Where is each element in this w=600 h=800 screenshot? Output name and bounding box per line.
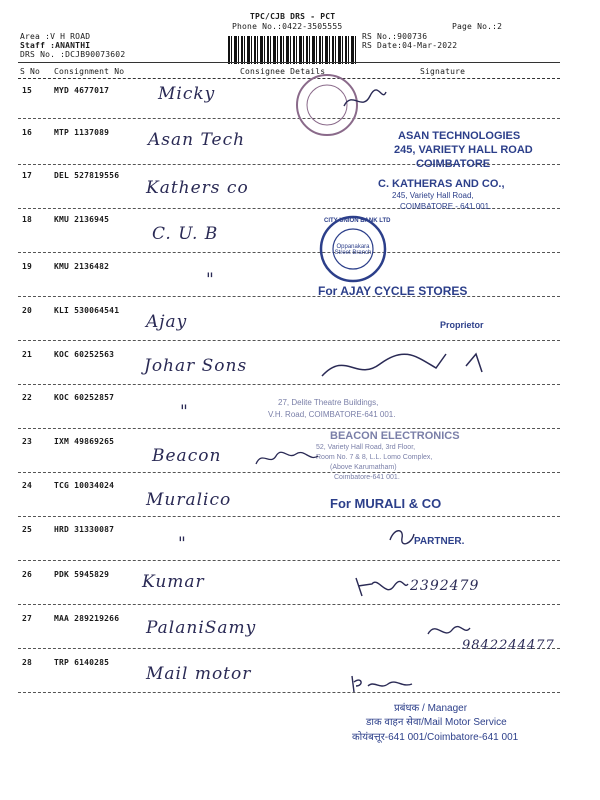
row-sno: 16 <box>22 128 33 137</box>
col-details: Consignee Details <box>240 67 326 76</box>
beacon-stamp-line1: BEACON ELECTRONICS <box>330 430 460 442</box>
row-handwriting: Asan Tech <box>148 130 246 150</box>
ajay-stamp: For AJAY CYCLE STORES <box>318 284 468 298</box>
partner-label: PARTNER. <box>414 536 465 547</box>
signature-mark <box>316 346 516 386</box>
row-sno: 24 <box>22 481 33 490</box>
document-title: TPC/CJB DRS - PCT <box>250 12 336 21</box>
rs-date: RS Date:04-Mar-2022 <box>362 41 458 50</box>
mms-stamp-line3: कोयंबत्तूर-641 001/Coimbatore-641 001 <box>352 732 519 743</box>
row-consignment: TCG 10034024 <box>54 481 115 490</box>
beacon-stamp-line2: 52, Variety Hall Road, 3rd Floor, <box>316 444 416 451</box>
row-consignment: KOC 60252563 <box>54 350 115 359</box>
row-consignment: KMU 2136945 <box>54 215 110 224</box>
row-sno: 23 <box>22 437 33 446</box>
mms-stamp-line1: प्रबंधक / Manager <box>394 703 468 714</box>
asan-stamp-line1: ASAN TECHNOLOGIES <box>398 130 521 142</box>
signature-mark <box>252 446 322 470</box>
beacon-stamp-line5: Coimbatore-641 001. <box>334 474 400 481</box>
row-sno: 26 <box>22 570 33 579</box>
johar-stamp-line2: V.H. Road, COIMBATORE-641 001. <box>268 410 396 419</box>
row-handwriting: Kumar <box>142 572 205 592</box>
row-sno: 28 <box>22 658 33 667</box>
drs-number: DRS No. :DCJB90073602 <box>20 50 126 59</box>
barcode <box>228 36 356 64</box>
row-handwriting: C. U. B <box>152 224 219 244</box>
row-sno: 20 <box>22 306 33 315</box>
kumar-phone: 2392479 <box>410 578 480 594</box>
katheras-stamp-line2: 245, Variety Hall Road, <box>392 191 474 200</box>
row-divider <box>18 692 560 693</box>
row-handwriting: Ajay <box>146 312 188 332</box>
row-divider <box>18 118 560 119</box>
row-sno: 18 <box>22 215 33 224</box>
row-consignment: TRP 6140285 <box>54 658 110 667</box>
signature-mark <box>386 524 416 548</box>
row-sno: 22 <box>22 393 33 402</box>
header-rule <box>18 78 560 79</box>
phone-number: Phone No.:0422-3505555 <box>232 22 343 31</box>
page-number: Page No.:2 <box>452 22 503 31</box>
beacon-stamp-line3: Room No. 7 & 8, L.L. Lomo Complex, <box>316 454 433 461</box>
signature-mark <box>348 672 418 696</box>
row-handwriting: Johar Sons <box>144 356 248 376</box>
katheras-stamp-line1: C. KATHERAS AND CO., <box>378 178 505 190</box>
johar-stamp-line1: 27, Delite Theatre Buildings, <box>278 398 379 407</box>
row-sno: 21 <box>22 350 33 359</box>
row-handwriting: " <box>180 402 189 422</box>
row-consignment: PDK 5945829 <box>54 570 110 579</box>
row-sno: 27 <box>22 614 33 623</box>
row-divider <box>18 516 560 517</box>
row-divider <box>18 252 560 253</box>
katheras-stamp-line3: COIMBATORE - 641 001. <box>400 202 492 211</box>
row-consignment: MTP 1137089 <box>54 128 110 137</box>
row-sno: 19 <box>22 262 33 271</box>
murali-stamp: For MURALI & CO <box>330 496 442 511</box>
row-divider <box>18 604 560 605</box>
row-handwriting: " <box>178 534 187 554</box>
row-handwriting: PalaniSamy <box>146 618 257 638</box>
row-handwriting: Kathers co <box>146 178 249 198</box>
signature-mark <box>352 572 412 602</box>
row-consignment: HRD 31330087 <box>54 525 115 534</box>
row-consignment: IXM 49869265 <box>54 437 115 446</box>
header-divider <box>18 62 560 63</box>
rs-number: RS No.:900736 <box>362 32 428 41</box>
row-consignment: MYD 4677017 <box>54 86 110 95</box>
row-handwriting: Mail motor <box>146 664 252 684</box>
row-consignment: KLI 530064541 <box>54 306 120 315</box>
row-handwriting: " <box>206 270 215 290</box>
row-divider <box>18 428 560 429</box>
row-consignment: KMU 2136482 <box>54 262 110 271</box>
row-handwriting: Micky <box>158 84 216 104</box>
row-consignment: MAA 289219266 <box>54 614 120 623</box>
row-divider <box>18 560 560 561</box>
row-sno: 17 <box>22 171 33 180</box>
row-divider <box>18 472 560 473</box>
row-handwriting: Beacon <box>152 446 222 466</box>
col-consignment: Consignment No <box>54 67 125 76</box>
palani-phone: 9842244477 <box>462 638 555 653</box>
row-divider <box>18 296 560 297</box>
col-signature: Signature <box>420 67 466 76</box>
bank-seal-text: CITY UNION BANK LTD <box>324 218 391 224</box>
bank-seal-branch: Oppanakara Street Branch <box>334 244 372 256</box>
row-consignment: KOC 60252857 <box>54 393 115 402</box>
row-sno: 15 <box>22 86 33 95</box>
staff-label: Staff :ANANTHI <box>20 41 91 50</box>
row-divider <box>18 340 560 341</box>
row-sno: 25 <box>22 525 33 534</box>
row-consignment: DEL 527819556 <box>54 171 120 180</box>
row-handwriting: Muralico <box>146 490 232 510</box>
area-label: Area :V H ROAD <box>20 32 91 41</box>
col-sno: S No <box>20 67 41 76</box>
mms-stamp-line2: डाक वाहन सेवा/Mail Motor Service <box>366 717 507 728</box>
asan-stamp-line3: COIMBATORE <box>416 158 491 170</box>
beacon-stamp-line4: (Above Karumatham) <box>330 464 397 471</box>
asan-stamp-line2: 245, VARIETY HALL ROAD <box>394 144 533 156</box>
signature-mark <box>340 86 390 116</box>
proprietor-label: Proprietor <box>440 320 484 330</box>
